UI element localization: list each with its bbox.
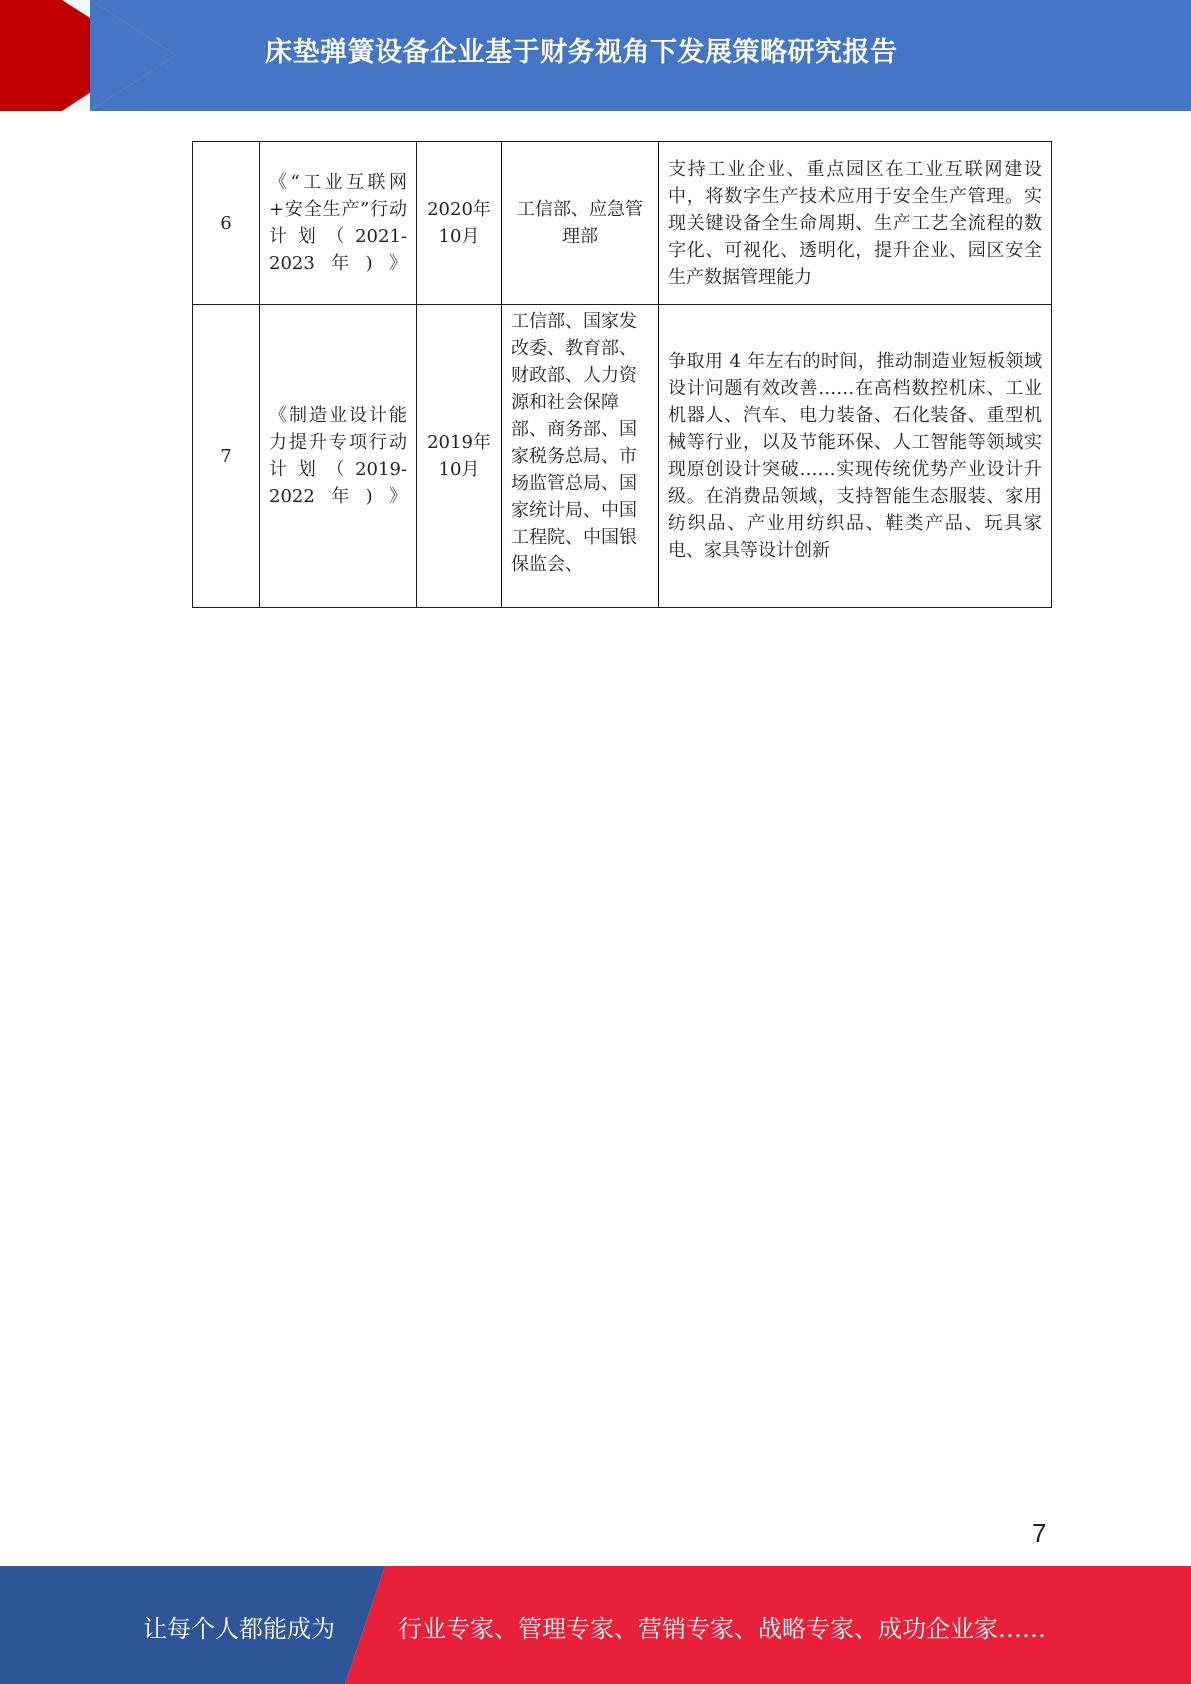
issue-date: 2019年10月 bbox=[417, 305, 502, 608]
issuing-department: 工信部、国家发改委、教育部、财政部、人力资源和社会保障部、商务部、国家税务总局、市场监管总局、国家统计局、中国工程院、中国银保监会、 bbox=[502, 305, 659, 608]
policy-name: 《制造业设计能力提升专项行动计划（2019-2022年)》 bbox=[260, 305, 417, 608]
table-row bbox=[193, 142, 1052, 305]
table-row bbox=[193, 305, 1052, 608]
policy-content: 争取用 4 年左右的时间，推动制造业短板领域设计问题有效改善……在高档数控机床、工业机器人、汽车、电力装备、石化装备、重型机械等行业，以及节能环保、人工智能等领域实现原创设计突破……实现传统优势产业设计升级。在消费品领域，支持智能生态服装、家用纺织品、产业用纺织品、鞋类产品、玩具家电、家具等设计创新 bbox=[659, 305, 1052, 608]
policy-name: 《“工业互联网+安全生产”行动计划（2021-2023年)》 bbox=[260, 142, 417, 305]
footer-slogan-left: 让每个人都能成为 bbox=[143, 1615, 335, 1643]
page-footer bbox=[0, 1566, 1191, 1684]
footer-slogan-right: 行业专家、管理专家、营销专家、战略专家、成功企业家…… bbox=[398, 1615, 1046, 1643]
page-header bbox=[0, 0, 1191, 111]
issuing-department: 工信部、应急管理部 bbox=[502, 142, 659, 305]
row-number: 7 bbox=[193, 305, 260, 608]
issue-date: 2020年10月 bbox=[417, 142, 502, 305]
policy-content: 支持工业企业、重点园区在工业互联网建设中，将数字生产技术应用于安全生产管理。实现关键设备全生命周期、生产工艺全流程的数字化、可视化、透明化，提升企业、园区安全生产数据管理能力 bbox=[659, 142, 1052, 305]
report-title: 床垫弹簧设备企业基于财务视角下发展策略研究报告 bbox=[265, 37, 898, 68]
page-number: 7 bbox=[1032, 1518, 1047, 1548]
policy-table bbox=[192, 141, 1052, 608]
row-number: 6 bbox=[193, 142, 260, 305]
